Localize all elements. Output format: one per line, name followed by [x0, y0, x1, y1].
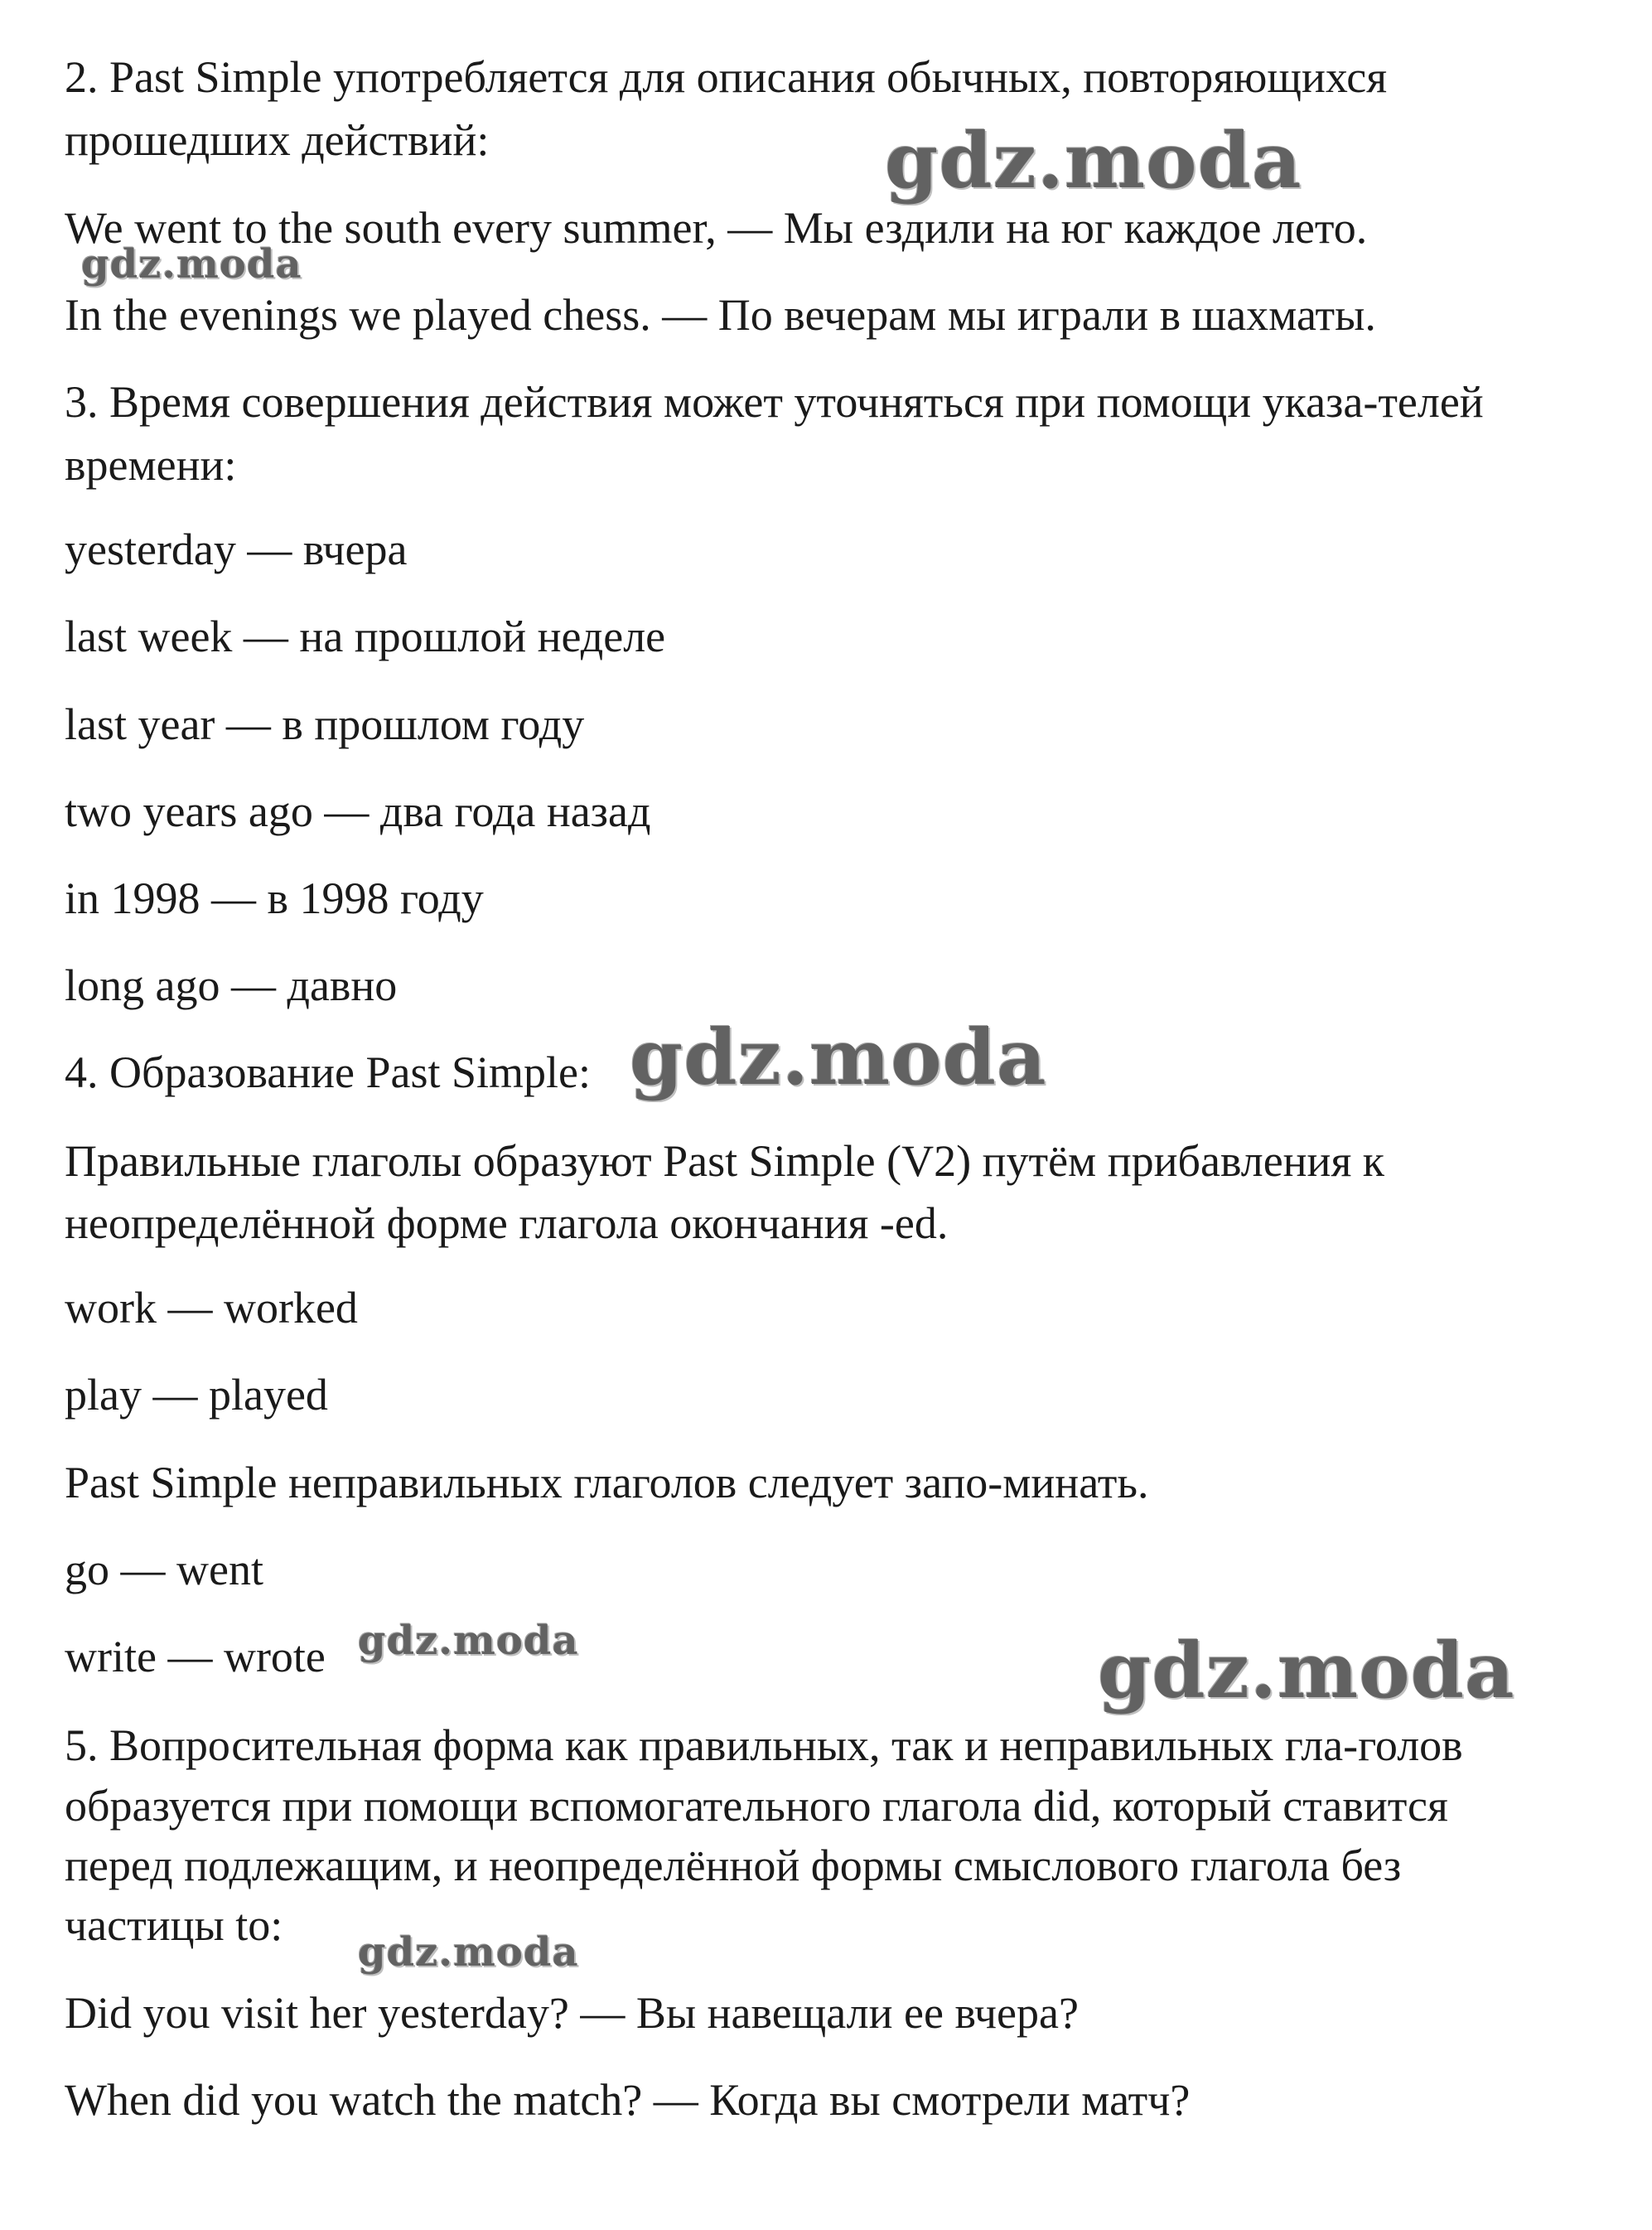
text-line: 4. Образование Past Simple: — [65, 1047, 592, 1097]
text-line: прошедших действий: — [65, 115, 490, 165]
text-line: When did you watch the match? — Когда вы смотрели матч? — [65, 2075, 1191, 2125]
text-line: last week — на прошлой неделе — [65, 612, 666, 661]
text-line: We went to the south every summer, — Мы ездили на юг каждое лето. — [65, 203, 1368, 253]
text-line: Did you visit her yesterday? — Вы навещали ее вчера? — [65, 1988, 1079, 2038]
text-line: 2. Past Simple употребляется для описания обычных, повторяющихся — [65, 52, 1388, 102]
text-line: long ago — давно — [65, 960, 398, 1010]
watermark-logo: gdz.moda — [885, 116, 1302, 206]
text-line: work — worked — [65, 1283, 358, 1333]
text-line: времени: — [65, 440, 237, 490]
text-line: перед подлежащим, и неопределённой формы смыслового глагола без — [65, 1841, 1402, 1890]
text-line: in 1998 — в 1998 году — [65, 873, 484, 923]
watermark-logo: gdz.moda — [358, 1618, 579, 1664]
watermark-logo: gdz.moda — [81, 241, 302, 288]
text-line: play — played — [65, 1370, 328, 1420]
text-line: write — wrote — [65, 1632, 326, 1681]
text-line: two years ago — два года назад — [65, 786, 651, 836]
text-line: In the evenings we played chess. — По вечерам мы играли в шахматы. — [65, 290, 1376, 340]
text-line: go — went — [65, 1545, 263, 1594]
text-line: неопределённой форме глагола окончания -ed. — [65, 1198, 949, 1248]
text-line: yesterday — вчера — [65, 525, 408, 574]
watermark-logo: gdz.moda — [358, 1929, 579, 1976]
text-line: образуется при помощи вспомогательного глагола did, который ставится — [65, 1781, 1448, 1831]
text-line: Правильные глаголы образуют Past Simple (V2) путём прибавления к — [65, 1136, 1385, 1186]
text-line: Past Simple неправильных глаголов следует запо-минать. — [65, 1458, 1149, 1507]
text-line: last year — в прошлом году — [65, 699, 585, 749]
text-line: 5. Вопросительная форма как правильных, так и неправильных гла-голов — [65, 1720, 1463, 1770]
watermark-logo: gdz.moda — [630, 1013, 1047, 1102]
text-line: 3. Время совершения действия может уточняться при помощи указа-телей — [65, 377, 1484, 427]
watermark-logo: gdz.moda — [1098, 1626, 1515, 1715]
text-line: частицы to: — [65, 1900, 283, 1950]
